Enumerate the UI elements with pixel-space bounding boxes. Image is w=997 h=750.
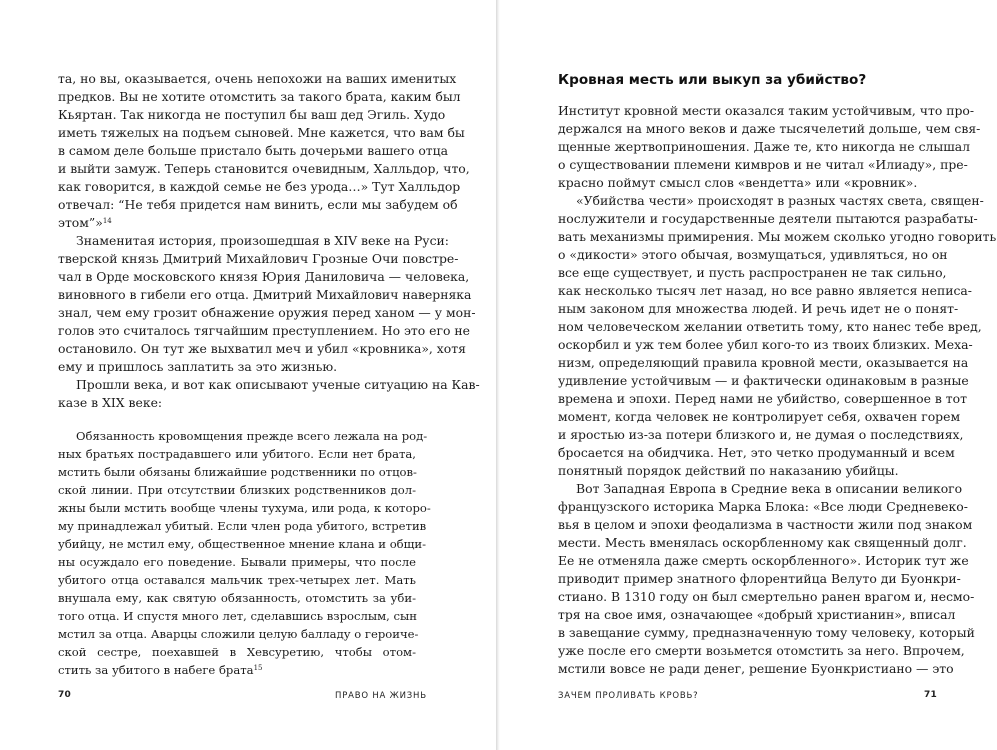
text-line: удивление устойчивым — и фактически одинаковым в разные (558, 373, 969, 388)
text-line: о существовании племени кимвров и не читал «Илиаду», пре- (558, 157, 968, 172)
text-line: ном человеческом желании ответить тому, кто нанес тебе вред, (558, 319, 982, 334)
text-line: казе в XIX веке: (58, 395, 163, 410)
text-line: предков. Вы не хотите отомстить за такого брата, каким был (58, 89, 461, 104)
text-line: как несколько тысяч лет назад, но все равно является неписа- (558, 283, 972, 298)
text-line: красно поймут смысл слов «вендетта» или «кровник». (558, 175, 918, 190)
quote-line: внушала ему, как святую обязанность, отомстить за уби- (58, 591, 416, 605)
right-page (500, 0, 997, 750)
text-line: ему и пришлось заплатить за это жизнью. (58, 359, 338, 374)
text-line: чал в Орде московского князя Юрия Даниловича — человека, (58, 269, 470, 284)
text-line: бросается на обидчика. Нет, это четко продуманный и всем (558, 445, 955, 460)
text-line: этом”»$^{14}$ (58, 215, 112, 230)
text-line: момент, когда человек не контролирует себя, охвачен горем (558, 409, 961, 424)
text-line: «Убийства чести» происходят в разных частях света, священ- (576, 193, 984, 208)
text-line: вать механизмы примирения. Мы можем сколько угодно говорить (558, 229, 997, 244)
text-line: и яростью из-за потери близкого и, не думая о последствиях, (558, 427, 964, 442)
running-head: ЗАЧЕМ ПРОЛИВАТЬ КРОВЬ? (558, 691, 699, 701)
quote-line: ской сестре, поехавшей в Хевсуретию, чтобы отом- (58, 645, 416, 659)
text-line: та, но вы, оказывается, очень непохожи на ваших именитых (58, 71, 457, 86)
text-line: приводит пример знатного флорентийца Велуто ди Буонкри- (558, 571, 961, 586)
text-line: как говорится, в каждой семье не без урода…» Тут Халльдор (58, 179, 461, 194)
footnote-marker: 14 (102, 217, 112, 225)
text-line: тря на свое имя, означающее «добрый христианин», вписал (558, 607, 956, 622)
text-line: остановило. Он тут же выхватил меч и убил «кровника», хотя (58, 341, 466, 356)
quote-line: мстил за отца. Аварцы сложили целую балладу о героиче- (58, 627, 419, 641)
quote-line: мстить были обязаны ближайшие родственники по отцов- (58, 465, 417, 479)
text-line: знал, чем ему грозит обнажение оружия перед ханом — у мон- (58, 305, 476, 320)
quote-line: убитого отца оставался мальчик трех-четырех лет. Мать (58, 573, 416, 587)
text-line: французского историка Марка Блока: «Все люди Средневеко- (558, 499, 968, 514)
text-line: Ее не отменяла даже смерть оскорбленного». Историк тут же (558, 553, 969, 568)
text-line: мстили вовсе не ради денег, решение Буонкристиано — это (558, 661, 954, 676)
text-line: ным законом для множества людей. И речь идет не о понят- (558, 301, 959, 316)
running-head: ПРАВО НА ЖИЗНЬ (335, 691, 427, 701)
text-line: виновного в гибели его отца. Дмитрий Михайлович наверняка (58, 287, 472, 302)
text-line: в завещание сумму, предназначенную тому человеку, который (558, 625, 975, 640)
quote-line: жны были мстить вообще члены тухума, или рода, к которо- (58, 501, 431, 515)
text-line: о «дикости» этого обычая, возмущаться, удивляться, но он (558, 247, 948, 262)
text-line: Институт кровной мести оказался таким устойчивым, что про- (558, 103, 975, 118)
quote-line: стить за убитого в набеге брата$^{15}$ (58, 663, 263, 677)
footnote-marker: 15 (253, 664, 263, 672)
quote-line: Обязанность кровомщения прежде всего лежала на род- (76, 429, 428, 443)
text-line: стиано. В 1310 году он был смертельно ранен врагом и, несмо- (558, 589, 975, 604)
text-line: иметь тяжелых на подъем сыновей. Мне кажется, что вам бы (58, 125, 465, 140)
text-line: низм, определяющий правила кровной мести, оказывается на (558, 355, 969, 370)
text-line: щенные жертвоприношения. Даже те, кто никогда не слышал (558, 139, 971, 154)
text-line: и выйти замуж. Теперь становится очевидным, Халльдор, что, (58, 161, 470, 176)
quote-line: му принадлежал убитый. Если член рода убитого, встретив (58, 519, 427, 533)
text-line: Вот Западная Европа в Средние века в описании великого (576, 481, 963, 496)
text-line: времена и эпохи. Перед нами не убийство, совершенное в тот (558, 391, 967, 406)
page-number: 71 (924, 690, 937, 700)
text-line: все еще существует, и пусть распространен не так сильно, (558, 265, 947, 280)
page-number: 70 (58, 690, 71, 700)
text-line: уже после его смерти возьмется отомстить за него. Впрочем, (558, 643, 965, 658)
text-line: нослужители и государственные деятели пытаются разрабаты- (558, 211, 978, 226)
text-line: оскорбил и уж тем более убил кого-то из твоих близких. Меха- (558, 337, 973, 352)
text-line: мести. Месть вменялась оскорбленному как священный долг. (558, 535, 967, 550)
quote-line: того отца. И спустя много лет, сделавшись взрослым, сын (58, 609, 417, 623)
text-line: Прошли века, и вот как описывают ученые ситуацию на Кав- (76, 377, 480, 392)
text-line: вья в целом и эпохи феодализма в частности жили под знаком (558, 517, 973, 532)
quote-line: ны осуждало его поведение. Бывали примеры, что после (58, 555, 416, 569)
text-line: держался на много веков и даже тысячелетий дольше, чем свя- (558, 121, 981, 136)
text-line: голов это считалось тягчайшим преступлением. Но это его не (58, 323, 470, 338)
quote-line: ных братьях пострадавшего или убитого. Если нет брата, (58, 447, 416, 461)
text-line: понятный порядок действий по наказанию убийцы. (558, 463, 899, 478)
left-page (0, 0, 496, 750)
quote-line: убийцу, не мстил ему, общественное мнение клана и общи- (58, 537, 427, 551)
text-line: Кьяртан. Так никогда не поступил бы ваш дед Эгиль. Худо (58, 107, 446, 122)
text-line: тверской князь Дмитрий Михайлович Грозные Очи повстре- (58, 251, 459, 266)
text-line: отвечал: “Не тебя придется нам винить, если мы забудем об (58, 197, 458, 212)
quote-line: ской линии. При отсутствии близких родственников дол- (58, 483, 416, 497)
text-line: Знаменитая история, произошедшая в XIV веке на Руси: (76, 233, 449, 248)
section-heading: Кровная месть или выкуп за убийство? (558, 72, 867, 88)
text-line: в самом деле больше пристало быть дочерьми вашего отца (58, 143, 449, 158)
